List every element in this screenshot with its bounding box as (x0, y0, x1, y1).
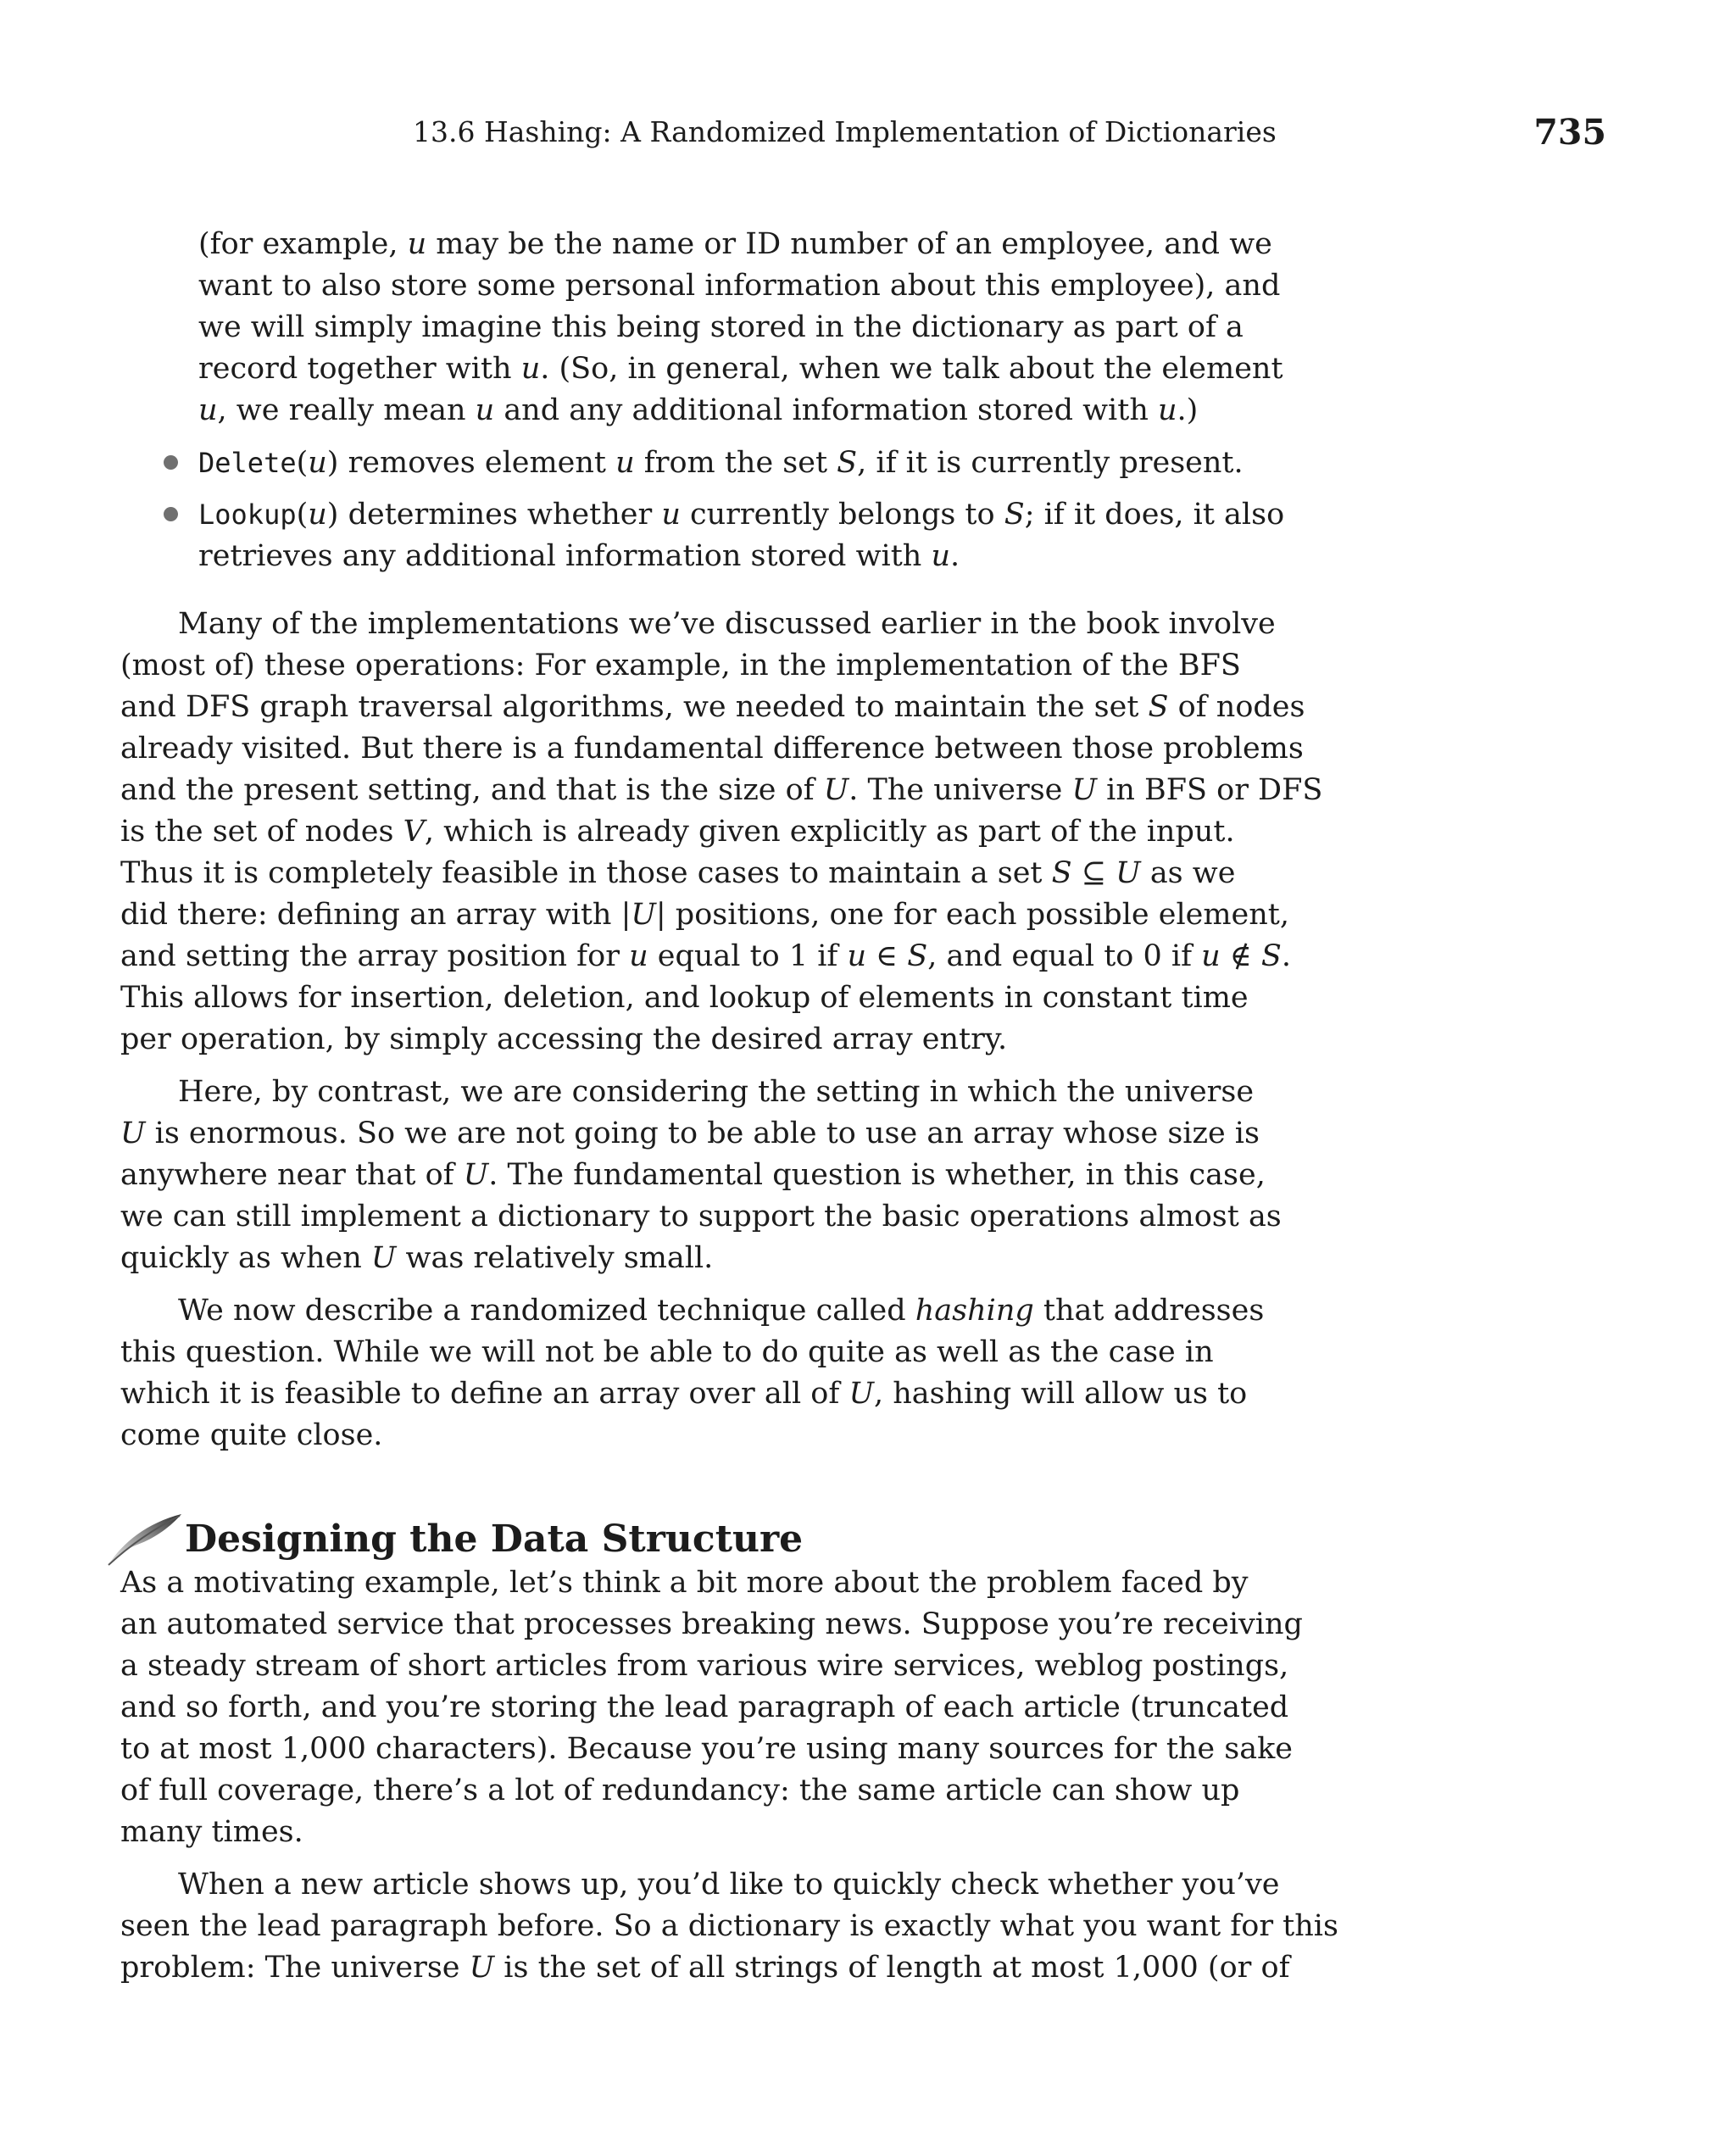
math-var: U (849, 1377, 874, 1411)
text-line: We now describe a randomized technique called hashing that addresses (178, 1294, 1265, 1328)
page-header (0, 112, 1736, 158)
math-var: U (469, 1951, 495, 1985)
text-line: an automated service that processes breaking news. Suppose you’re receiving (120, 1607, 1303, 1641)
text-line: and DFS graph traversal algorithms, we needed to maintain the set S of nodes (120, 690, 1305, 724)
math-var: u (520, 352, 541, 386)
text-line: anywhere near that of U. The fundamental question is whether, in this case, (120, 1158, 1266, 1192)
code-term: Delete (198, 447, 297, 479)
text-line: This allows for insertion, deletion, and lookup of elements in constant time (120, 981, 1249, 1015)
text-line: and the present setting, and that is the size of U. The universe U in BFS or DFS (120, 773, 1323, 807)
text-line: to at most 1,000 characters). Because you’re using many sources for the sake (120, 1732, 1294, 1766)
text-line: many times. (120, 1815, 303, 1849)
math-var: u (661, 498, 681, 532)
text-line: of full coverage, there’s a lot of redundancy: the same article can show up (120, 1774, 1240, 1807)
math-var: hashing (915, 1294, 1034, 1328)
math-var: U (120, 1117, 146, 1150)
text-line: and so forth, and you’re storing the lead paragraph of each article (truncated (120, 1690, 1289, 1724)
math-var: u (308, 446, 327, 480)
text-line: problem: The universe U is the set of all strings of length at most 1,000 (or of (120, 1951, 1290, 1985)
bullet-item-lookup: Lookup(u) determines whether u currently belongs to S; if it does, it also (198, 498, 1285, 532)
math-var: U (463, 1158, 489, 1192)
code-term: Lookup (198, 498, 297, 531)
text-line: As a motivating example, let’s think a bit more about the problem faced by (120, 1566, 1249, 1600)
math-var: S (1004, 498, 1025, 532)
text-line: When a new article shows up, you’d like to quickly check whether you’ve (178, 1868, 1280, 1902)
math-var: V (403, 815, 425, 849)
math-var: u (308, 498, 327, 532)
math-var: U (370, 1241, 397, 1275)
text-line: a steady stream of short articles from various wire services, weblog postings, (120, 1649, 1289, 1683)
math-var: U (823, 773, 849, 807)
text-line: (for example, u may be the name or ID number of an employee, and we (198, 227, 1272, 261)
text-line: we will simply imagine this being stored in the dictionary as part of a (198, 310, 1244, 344)
text-line: u, we really mean u and any additional information stored with u.) (198, 393, 1199, 427)
math-var: S ⊆ U (1051, 856, 1141, 890)
text-line: we can still implement a dictionary to support the basic operations almost as (120, 1200, 1282, 1233)
text-line: already visited. But there is a fundamental difference between those problems (120, 732, 1304, 766)
math-var: u (198, 393, 218, 427)
text-line: Here, by contrast, we are considering the setting in which the universe (178, 1075, 1255, 1109)
bullet-item-delete: Delete(u) removes element u from the set S, if it is currently present. (198, 446, 1244, 480)
math-var: u (931, 539, 951, 573)
math-var: u (475, 393, 495, 427)
text-line: and setting the array position for u equal to 1 if u ∈ S, and equal to 0 if u ∉ S. (120, 939, 1291, 973)
text-line: which it is feasible to define an array over all of U, hashing will allow us to (120, 1377, 1248, 1411)
text-line: U is enormous. So we are not going to be able to use an array whose size is (120, 1117, 1260, 1150)
text-line: come quite close. (120, 1418, 383, 1452)
text-line: did there: defining an array with |U| positions, one for each possible element, (120, 898, 1289, 932)
math-var: S (1148, 690, 1169, 724)
math-var: u (629, 939, 648, 973)
text-line: record together with u. (So, in general, when we talk about the element (198, 352, 1283, 386)
quill-icon (103, 1509, 185, 1568)
bullet-icon (164, 507, 178, 521)
math-var: u ∉ S (1201, 939, 1282, 973)
text-line: Thus it is completely feasible in those cases to maintain a set S ⊆ U as we (120, 856, 1236, 890)
math-var: u (1158, 393, 1177, 427)
text-line: per operation, by simply accessing the desired array entry. (120, 1022, 1008, 1056)
math-var: u (407, 227, 427, 261)
math-var: S (837, 446, 858, 480)
text-line: (most of) these operations: For example, in the implementation of the BFS (120, 649, 1241, 682)
text-line: Many of the implementations we’ve discussed earlier in the book involve (178, 607, 1276, 641)
text-line: quickly as when U was relatively small. (120, 1241, 714, 1275)
math-var: u (615, 446, 635, 480)
math-var: U (631, 898, 656, 932)
bullet-icon (164, 455, 178, 470)
section-heading: Designing the Data Structure (185, 1518, 804, 1561)
text-line: is the set of nodes V, which is already given explicitly as part of the input. (120, 815, 1235, 849)
math-var: U (1071, 773, 1098, 807)
math-var: u ∈ S (847, 939, 928, 973)
running-head: 13.6 Hashing: A Randomized Implementation of Dictionaries (413, 115, 1277, 148)
page-number: 735 (1533, 112, 1606, 153)
text-line: this question. While we will not be able to do quite as well as the case in (120, 1335, 1214, 1369)
bullet-item-lookup-cont: retrieves any additional information stored with u. (198, 539, 960, 573)
text-line: want to also store some personal information about this employee), and (198, 269, 1281, 303)
text-line: seen the lead paragraph before. So a dictionary is exactly what you want for this (120, 1909, 1338, 1943)
